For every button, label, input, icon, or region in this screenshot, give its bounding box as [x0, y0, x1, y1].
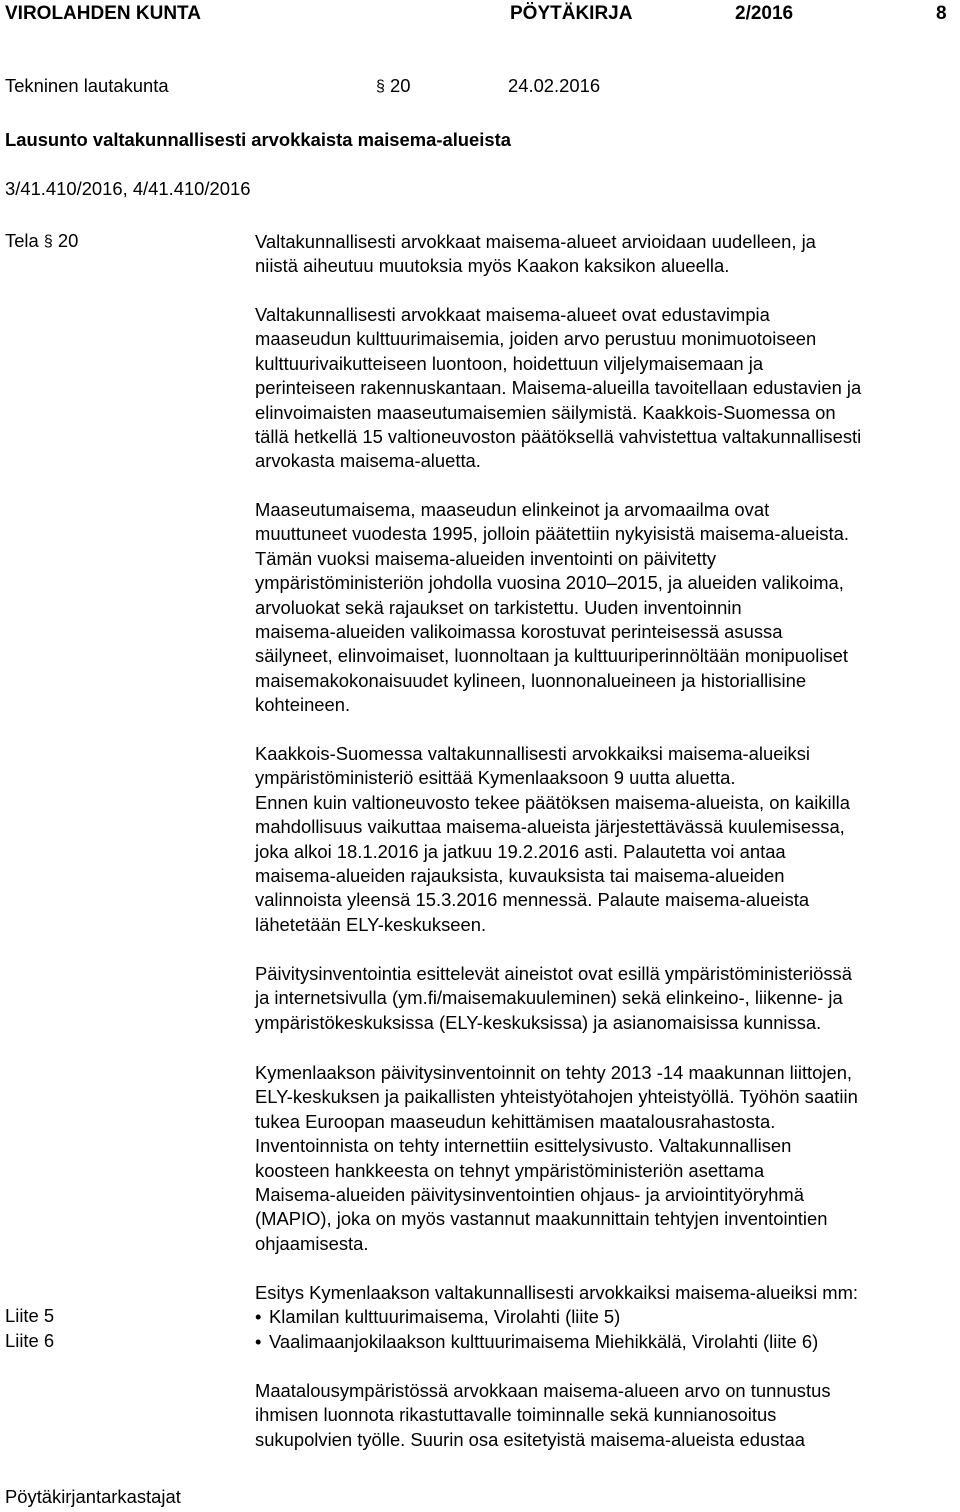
text-line: arvokasta maisema-aluetta.: [255, 450, 481, 472]
text-line: valinnoista yleensä 15.3.2016 mennessä. Palaute maisema-alueista: [255, 889, 810, 911]
text-line: arvoluokat sekä rajaukset on tarkistettu. Uuden inventoinnin: [255, 596, 742, 618]
text-line: Valtakunnallisesti arvokkaat maisema-alueet ovat edustavimpia: [255, 304, 770, 325]
text-line: ympäristöministeriön johdolla vuosina 2010–2015, ja alueiden valikoima,: [255, 572, 844, 594]
paragraph-2: [255, 303, 955, 474]
text-line: sukupolvien työlle. Suurin osa esitetyistä maisema-alueista edustaa: [255, 1428, 805, 1450]
document-title: Lausunto valtakunnallisesti arvokkaista maisema-alueista: [5, 129, 511, 150]
text-line: mahdollisuus vaikuttaa maisema-alueista järjestettävässä kuulemisessa,: [255, 816, 845, 838]
bullet-icon: •: [255, 1330, 262, 1352]
text-line: niistä aiheutuu muutoksia myös Kaakon kaksikon alueella.: [255, 255, 730, 277]
text-line: Tämän vuoksi maisema-alueiden inventointi on päivitetty: [255, 547, 717, 569]
text-line: Päivitysinventointia esittelevät aineistot ovat esillä ympäristöministeriössä: [255, 963, 852, 984]
section-number: 20: [57, 230, 79, 251]
meeting-date: 24.02.2016: [508, 75, 601, 96]
text-line: ihmisen luonnota rikastuttavalle toiminnalle sekä kunnianosoitus: [255, 1404, 777, 1426]
text-line: maisema-alueiden rajauksista, kuvauksista tai maisema-alueiden: [255, 865, 785, 887]
preparer-label: [5, 230, 78, 252]
list-item: [255, 1305, 955, 1329]
text-line: perinteiseen rakennuskantaan. Maisema-alueilla tavoitellaan edustavien ja: [255, 377, 862, 399]
text-line: muuttuneet vuodesta 1995, jolloin päätettiin nykyisistä maisema-alueista.: [255, 523, 849, 545]
paragraph-6: [255, 1061, 955, 1256]
text-line: Esitys Kymenlaakson valtakunnallisesti arvokkaiksi maisema-alueiksi mm:: [255, 1282, 859, 1303]
text-line: joka alkoi 18.1.2016 ja jatkuu 19.2.2016 asti. Palautetta voi antaa: [255, 840, 786, 862]
text-line: lähetetään ELY-keskukseen.: [255, 913, 487, 935]
attachment-label: Liite 5: [5, 1305, 55, 1326]
text-line: maisemakokonaisuudet kylineen, luonnonalueineen ja historiallisine: [255, 669, 807, 691]
preparer-name: Tela: [5, 230, 39, 251]
reference-numbers: 3/41.410/2016, 4/41.410/2016: [5, 178, 251, 199]
text-line: maaseudun kulttuurimaisemia, joiden arvo perustuu monimuotoiseen: [255, 328, 817, 350]
board-name: Tekninen lautakunta: [5, 75, 169, 96]
section-mark: §: [43, 233, 53, 250]
list-item-text: Vaalimaanjokilaakson kulttuurimaisema Miehikkälä, Virolahti (liite 6): [269, 1330, 819, 1352]
text-line: kulttuurivaikutteiseen luontoon, hoidettuun viljelymaisemaan ja: [255, 352, 764, 374]
text-line: Maaseutumaisema, maaseudun elinkeinot ja arvomaailma ovat: [255, 499, 770, 520]
text-line: Inventoinnista on tehty internettiin esittelysivusto. Valtakunnallisen: [255, 1135, 792, 1157]
attachment-label: Liite 6: [5, 1330, 55, 1351]
text-line: ELY-keskuksen ja paikallisten yhteistyötahojen yhteistyöllä. Työhön saatiin: [255, 1086, 858, 1108]
text-line: ohjaamisesta.: [255, 1232, 369, 1254]
section-number: 20: [390, 75, 411, 96]
list-item: [255, 1330, 955, 1354]
text-line: ja internetsivulla (ym.fi/maisemakuuleminen) sekä elinkeino-, liikenne- ja: [255, 987, 843, 1009]
section-mark: §: [376, 78, 385, 95]
text-line: kohteineen.: [255, 694, 351, 716]
paragraph-8: [255, 1379, 955, 1452]
municipality-name: VIROLAHDEN KUNTA: [5, 3, 201, 24]
text-line: maisema-alueiden valikoimassa korostuvat perinteisessä asussa: [255, 621, 783, 643]
text-line: ympäristöministeriö esittää Kymenlaaksoon 9 uutta aluetta.: [255, 767, 736, 789]
footer-label: Pöytäkirjantarkastajat: [5, 1486, 181, 1507]
text-line: (MAPIO), joka on myös vastannut maakunnittain tehtyjen inventointien: [255, 1208, 828, 1230]
page-number: 8: [936, 3, 947, 24]
text-line: Ennen kuin valtioneuvosto tekee päätöksen maisema-alueista, on kaikilla: [255, 791, 850, 813]
document-type: PÖYTÄKIRJA: [510, 3, 633, 24]
paragraph-1: [255, 230, 955, 279]
paragraph-4: [255, 742, 955, 937]
document-number: 2/2016: [735, 3, 794, 24]
text-line: Kaakkois-Suomessa valtakunnallisesti arvokkaiksi maisema-alueiksi: [255, 743, 811, 764]
text-line: Valtakunnallisesti arvokkaat maisema-alueet arvioidaan uudelleen, ja: [255, 231, 816, 252]
text-line: Kymenlaakson päivitysinventoinnit on tehty 2013 -14 maakunnan liittojen,: [255, 1062, 853, 1083]
text-line: Maatalousympäristössä arvokkaan maisema-alueen arvo on tunnustus: [255, 1380, 831, 1401]
list-item-text: Klamilan kulttuurimaisema, Virolahti (liite 5): [269, 1306, 621, 1328]
section-ref: [376, 75, 411, 97]
text-line: Maisema-alueiden päivitysinventointien ohjaus- ja arviointityöryhmä: [255, 1184, 804, 1206]
text-line: säilyneet, elinvoimaiset, luonnoltaan ja kulttuuriperinnöltään monipuoliset: [255, 645, 848, 667]
bullet-icon: •: [255, 1306, 262, 1328]
text-line: ympäristökeskuksissa (ELY-keskuksissa) ja asianomaisissa kunnissa.: [255, 1011, 822, 1033]
text-line: tukea Euroopan maaseudun kehittämisen maatalousrahastosta.: [255, 1110, 776, 1132]
paragraph-7: [255, 1281, 955, 1354]
text-line: tällä hetkellä 15 valtioneuvoston päätöksellä vahvistettua valtakunnallisesti: [255, 426, 862, 448]
text-line: koosteen hankkeesta on tehnyt ympäristöministeriön asettama: [255, 1159, 765, 1181]
paragraph-3: [255, 498, 955, 718]
text-line: elinvoimaisten maaseutumaisemien säilymistä. Kaakkois-Suomessa on: [255, 401, 836, 423]
paragraph-5: [255, 962, 955, 1035]
